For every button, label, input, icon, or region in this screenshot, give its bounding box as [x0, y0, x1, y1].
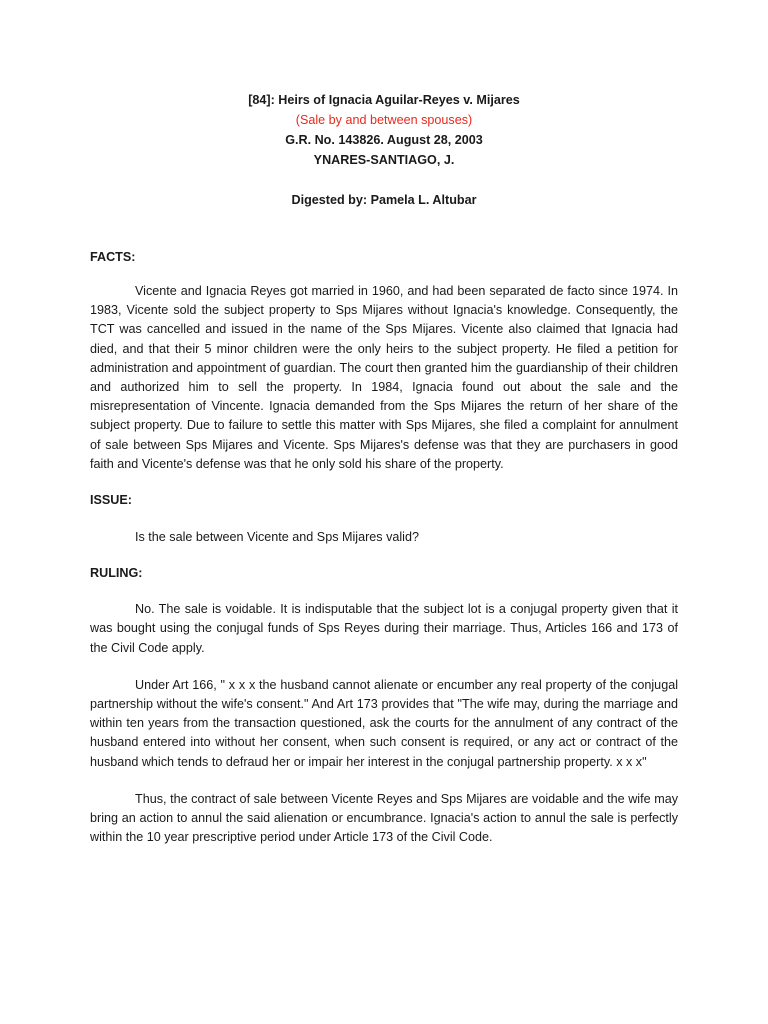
case-header	[90, 90, 678, 170]
case-title: [84]: Heirs of Ignacia Aguilar-Reyes v. Mijares	[248, 93, 520, 107]
facts-heading: FACTS:	[90, 250, 136, 264]
ruling-paragraph-2: Under Art 166, " x x x the husband cannot alienate or encumber any real property of the conjugal partnership without the wife's consent." And Art 173 provides that "The wife may, during the marriage and within ten years from the transaction questioned, ask the courts for the annulment of any contract of the husband entered into without her consent, when such consent is required, or any act or contract of the husband which tends to defraud her or impair her interest in the conjugal partnership property. x x x"	[90, 677, 678, 769]
ruling-paragraph-1: No. The sale is voidable. It is indisputable that the subject lot is a conjugal property given that it was bought using the conjugal funds of Sps Reyes during their marriage. Thus, Articles 166 and 173 of the Civil Code apply.	[90, 602, 678, 655]
ponente: YNARES-SANTIAGO, J.	[313, 153, 455, 167]
issue-heading: ISSUE:	[90, 493, 132, 508]
ruling-paragraph-3: Thus, the contract of sale between Vicente Reyes and Sps Mijares are voidable and the wife may bring an action to annul the said alienation or encumbrance. Ignacia's action to annul the sale is perfectly within the 10 year prescriptive period under Article 173 of the Civil Code.	[90, 791, 678, 845]
issue-paragraph: Is the sale between Vicente and Sps Mijares valid?	[135, 530, 419, 545]
digested-by: Digested by: Pamela L. Altubar	[291, 193, 477, 207]
case-topic: (Sale by and between spouses)	[295, 113, 473, 127]
facts-paragraph: Vicente and Ignacia Reyes got married in 1960, and had been separated de facto since 1974. In 1983, Vicente sold the subject property to Sps Mijares without Ignacia's knowledge. Consequently, the TCT was cancelled and issued in the name of the Sps Mijares. Vicente also claimed that Ignacia had died, and that their 5 minor children were the only heirs to the subject property. He filed a petition for administration and appointment of guardian. The court then granted him the guardianship of their children and authorized him to sell the property. In 1984, Ignacia found out about the sale and the misrepresentation of Vincente. Ignacia demanded from the Sps Mijares the return of her share of the subject property. Due to failure to settle this matter with Sps Mijares, she filed a complaint for annulment of sale between Sps Mijares and Vicente. Sps Mijares's defense was that they are purchasers in good faith and Vicente's defense was that he only sold his share of the property.	[90, 284, 678, 471]
gr-number-date: G.R. No. 143826. August 28, 2003	[285, 133, 483, 147]
ruling-heading: RULING:	[90, 566, 143, 581]
case-digest	[90, 90, 678, 847]
